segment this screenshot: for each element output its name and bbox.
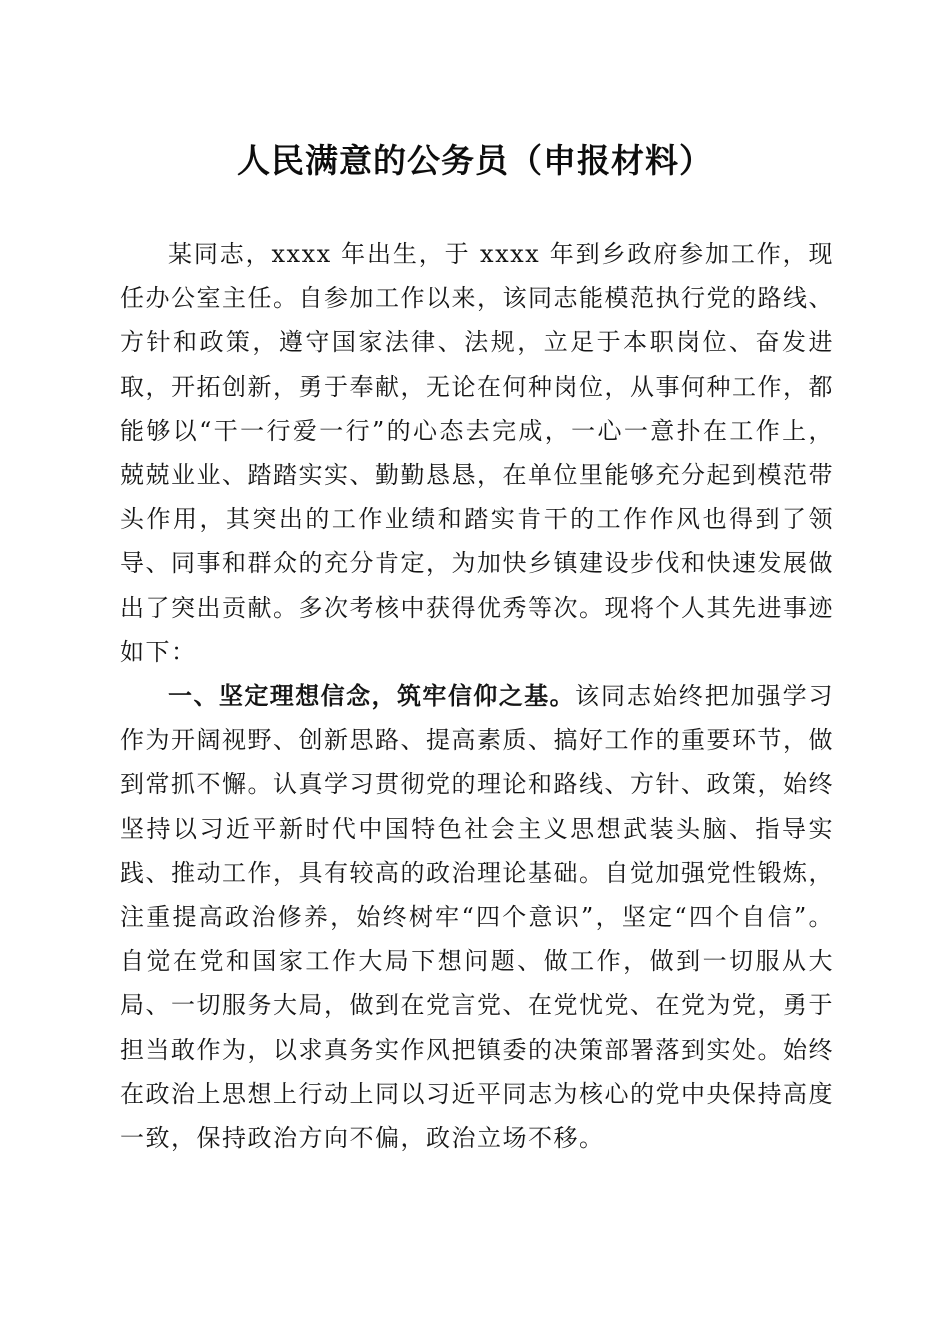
section-one-heading: 一、坚定理想信念，筑牢信仰之基。: [168, 682, 576, 711]
intro-paragraph: [120, 232, 834, 674]
intro-paragraph-text: 某同志，xxxx 年出生，于 xxxx 年到乡政府参加工作，现任办公室主任。自参加工作以来，该同志能模范执行党的路线、方针和政策，遵守国家法律、法规，立足于本职岗位、奋发进取，开拓创新，勇于奉献，无论在何种岗位，从事何种工作，都能够以“干一行爱一行”的心态去完成，一心一意扑在工作上，兢兢业业、踏踏实实、勤勤恳恳，在单位里能够充分起到模范带头作用，其突出的工作业绩和踏实肯干的工作作风也得到了领导、同事和群众的充分肯定，为加快乡镇建设步伐和快速发展做出了突出贡献。多次考核中获得优秀等次。现将个人其先进事迹如下：: [120, 240, 834, 666]
document-title: 人民满意的公务员（申报材料）: [237, 141, 713, 180]
section-one-text: 该同志始终把加强学习作为开阔视野、创新思路、提高素质、搞好工作的重要环节，做到常抓不懈。认真学习贯彻党的理论和路线、方针、政策，始终坚持以习近平新时代中国特色社会主义思想武装头脑、指导实践、推动工作，具有较高的政治理论基础。自觉加强党性锻炼，注重提高政治修养，始终树牢“四个意识”，坚定“四个自信”。自觉在党和国家工作大局下想问题、做工作，做到一切服从大局、一切服务大局，做到在党言党、在党忧党、在党为党，勇于担当敢作为，以求真务实作风把镇委的决策部署落到实处。始终在政治上思想上行动上同以习近平同志为核心的党中央保持高度一致，保持政治方向不偏，政治立场不移。: [120, 682, 835, 1153]
section-one-paragraph: [120, 674, 834, 1160]
document-body: [120, 232, 834, 1160]
